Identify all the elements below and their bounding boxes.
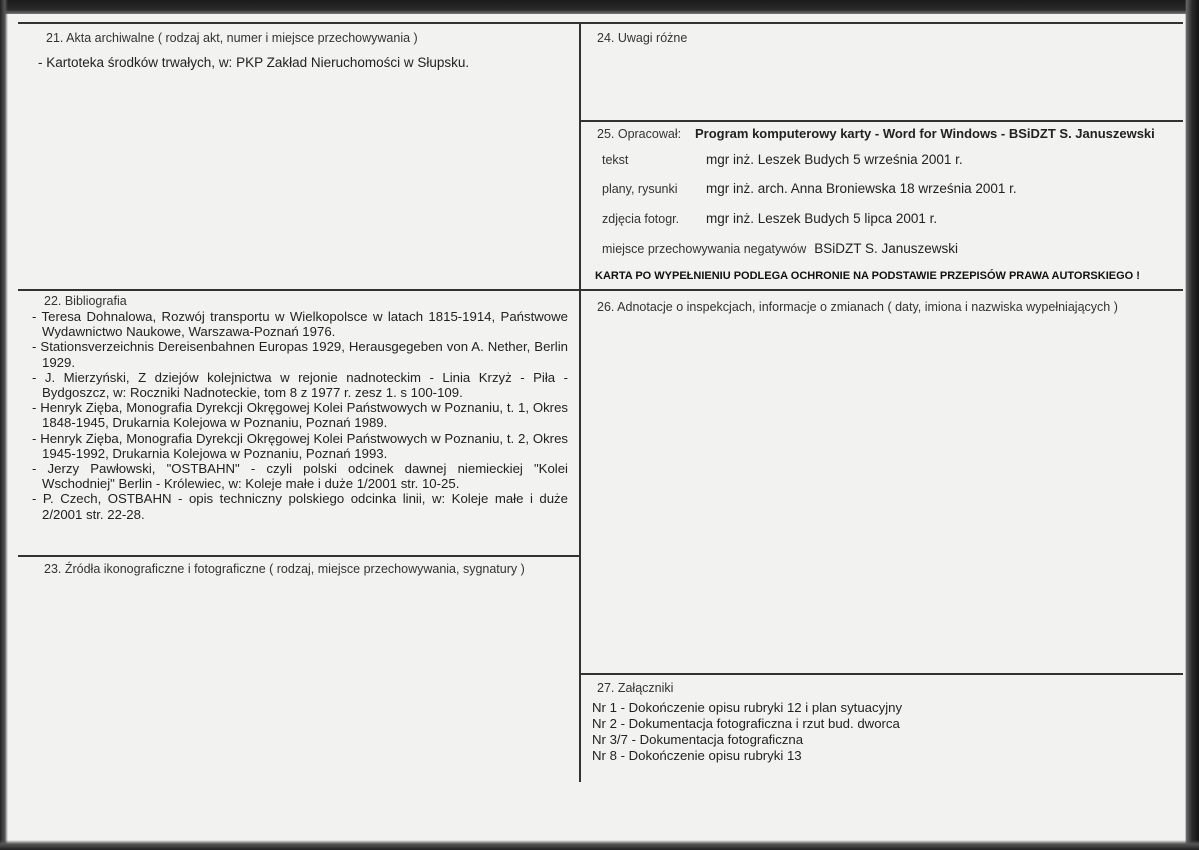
scan-edge-left — [0, 0, 8, 850]
attachment-item: Nr 1 - Dokończenie opisu rubryki 12 i plan sytuacyjny — [592, 700, 903, 715]
author-row-key: tekst — [602, 153, 629, 167]
author-row-key: plany, rysunki — [602, 182, 678, 196]
scan-edge-top — [0, 0, 1199, 14]
section-21-entry: - Kartoteka środków trwałych, w: PKP Zakład Nieruchomości w Słupsku. — [38, 55, 470, 70]
bibliography-item: - J. Mierzyński, Z dziejów kolejnictwa w rejonie nadnoteckim - Linia Krzyż - Piła - Bydgoszcz, w: Roczniki Nadnoteckie, tom 8 z 1977 r. zesz 1. s 100-109. — [32, 369, 568, 401]
author-row-value: mgr inż. arch. Anna Broniewska 18 września 2001 r. — [706, 181, 1017, 196]
bibliography-item: - Stationsverzeichnis Dereisenbahnen Europas 1929, Herausgegeben von A. Nether, Berlin 1929. — [32, 339, 568, 370]
section-26-title: 26. Adnotacje o inspekcjach, informacje o zmianach ( daty, imiona i nazwiska wypełniających ) — [597, 300, 1118, 314]
divider-22-23 — [18, 555, 580, 557]
scan-edge-bottom — [0, 840, 1199, 850]
divider-21-22 — [18, 289, 1183, 291]
copyright-notice: KARTA PO WYPEŁNIENIU PODLEGA OCHRONIE NA PODSTAWIE PRZEPISÓW PRAWA AUTORSKIEGO ! — [595, 270, 1140, 282]
negatives-label: miejsce przechowywania negatywów — [602, 242, 807, 256]
bibliography-item: - Henryk Zięba, Monografia Dyrekcji Okręgowej Kolei Państwowych w Poznaniu, t. 1, Okres 1848-1945, Drukarnia Kolejowa w Poznaniu, Poznań 1989. — [32, 400, 568, 431]
bibliography-item: - Henryk Zięba, Monografia Dyrekcji Okręgowej Kolei Państwowych w Poznaniu, t. 2, Okres 1945-1992, Drukarnia Kolejowa w Poznaniu, Poznań 1993. — [32, 430, 568, 461]
bibliography-item: - P. Czech, OSTBAHN - opis techniczny polskiego odcinka linii, w: Koleje małe i duże 2/2001 str. 22-28. — [32, 491, 568, 522]
section-23-title: 23. Źródła ikonograficzne i fotograficzne ( rodzaj, miejsce przechowywania, sygnatury ) — [44, 562, 525, 576]
bibliography-list — [32, 309, 568, 522]
section-24-title: 24. Uwagi różne — [597, 31, 688, 45]
attachment-item: Nr 3/7 - Dokumentacja fotograficzna — [592, 732, 804, 747]
author-row-value: mgr inż. Leszek Budych 5 września 2001 r. — [706, 152, 963, 167]
negatives-row — [602, 241, 958, 256]
section-21-title: 21. Akta archiwalne ( rodzaj akt, numer i miejsce przechowywania ) — [46, 31, 418, 45]
attachments-list — [592, 700, 902, 764]
section-25-title: 25. Opracował: — [597, 127, 682, 141]
negatives-value: BSiDZT S. Januszewski — [814, 241, 959, 256]
author-row-photos — [602, 211, 937, 226]
author-row-value: mgr inż. Leszek Budych 5 lipca 2001 r. — [706, 211, 938, 226]
center-divider — [579, 22, 581, 782]
bibliography-item: - Jerzy Pawłowski, "OSTBAHN" - czyli polski odcinek dawnej niemieckiej "Kolei Wschodniej" Berlin - Królewiec, w: Koleje małe i duże 1/2001 str. 10-25. — [32, 461, 568, 492]
divider-24-25 — [580, 120, 1183, 122]
author-row-text — [602, 152, 963, 167]
scan-edge-right — [1185, 0, 1199, 850]
top-border-line — [18, 22, 1183, 24]
section-27-title: 27. Załączniki — [597, 681, 674, 695]
author-row-plans — [602, 181, 1017, 196]
attachment-item: Nr 8 - Dokończenie opisu rubryki 13 — [592, 748, 802, 763]
bibliography-item: - Teresa Dohnalowa, Rozwój transportu w Wielkopolsce w latach 1815-1914, Państwowe Wydawnictwo Naukowe, Warszawa-Poznań 1976. — [32, 309, 568, 340]
attachment-item: Nr 2 - Dokumentacja fotograficzna i rzut bud. dworca — [592, 716, 900, 731]
author-row-key: zdjęcia fotogr. — [602, 212, 680, 226]
program-credit: Program komputerowy karty - Word for Windows - BSiDZT S. Januszewski — [695, 126, 1155, 141]
divider-26-27 — [580, 673, 1183, 675]
section-22-title: 22. Bibliografia — [44, 294, 127, 308]
